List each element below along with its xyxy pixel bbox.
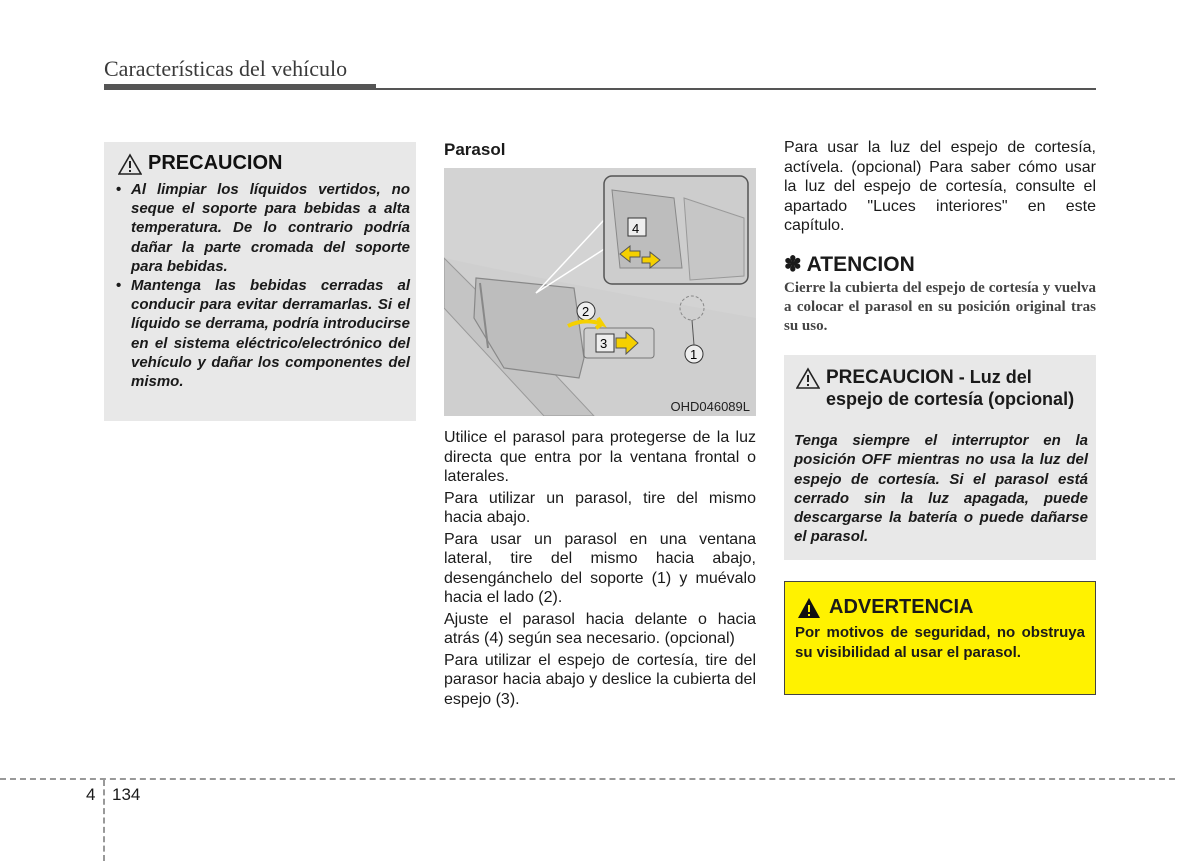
caution-title-sub: - Luz del espejo de cortesía (opcional) xyxy=(826,367,1075,409)
callout-2-label: 2 xyxy=(582,304,590,319)
caution-title: PRECAUCION xyxy=(148,152,283,174)
warning-triangle-icon xyxy=(118,153,142,175)
caution-box-left xyxy=(104,142,416,421)
caution-item: • Al limpiar los líquidos vertidos, no seque el soporte para bebidas a alta temperatura. De lo contrario podría dañar la parte cromada del soporte para bebidas. xyxy=(114,180,410,276)
atencion-body: Cierre la cubierta del espejo de cortesía y vuelva a colocar el parasol en su posición original tras su uso. xyxy=(784,280,1096,334)
section-heading-parasol: Parasol xyxy=(444,140,506,159)
caution-list xyxy=(114,180,410,391)
callout-4-label: 4 xyxy=(632,221,640,236)
parasol-drawing xyxy=(444,168,756,416)
warning-triangle-filled-icon xyxy=(797,597,821,619)
parasol-illustration xyxy=(444,168,756,416)
parasol-text xyxy=(444,428,756,711)
caution-body: Tenga siempre el interruptor en la posición OFF mientras no usa la luz del espejo de cortesía. Si el parasol está cerrado sin la luz apagada, puede descargarse la batería o puede dañarse el parasol. xyxy=(794,432,1088,546)
callout-3-label: 3 xyxy=(600,336,608,351)
caution-item: • Mantenga las bebidas cerradas al conducir para evitar derramarlas. Si el líquido se derrama, podría introducirse en el sistema eléctrico/electrónico del vehículo y dañar los componentes del mismo. xyxy=(114,276,410,391)
warning-body: Por motivos de seguridad, no obstruya su visibilidad al usar el parasol. xyxy=(795,624,1085,661)
warning-triangle-icon xyxy=(796,367,820,389)
atencion-title: ✽ ATENCION xyxy=(784,253,915,276)
caution-title-main: PRECAUCION xyxy=(826,367,954,388)
paragraph: Ajuste el parasol hacia delante o hacia atrás (4) según sea necesario. (opcional) xyxy=(444,610,756,647)
paragraph: Utilice el parasol para protegerse de la luz directa que entra por la ventana frontal o laterales. xyxy=(444,429,756,485)
paragraph: Para utilizar el espejo de cortesía, tire del parasor hacia abajo y deslice la cubierta del espejo (3). xyxy=(444,651,756,708)
callout-1-label: 1 xyxy=(690,347,698,362)
caution-header xyxy=(118,152,282,175)
mirror-light-text: Para usar la luz del espejo de cortesía, actívela. (opcional) Para saber cómo usar la luz del espejo de cortesía, consulte el apartado "Luces interiores" en este capítulo. xyxy=(784,139,1096,234)
caution-title xyxy=(826,367,1076,409)
footer-divider xyxy=(0,778,1175,780)
paragraph: Para utilizar un parasol, tire del mismo hacia abajo. xyxy=(444,489,756,526)
warning-title: ADVERTENCIA xyxy=(829,596,974,618)
paragraph: Para usar un parasol en una ventana lateral, tire del mismo hacia abajo, desengánchelo del soporte (1) y muévalo hacia el lado (2). xyxy=(444,530,756,606)
warning-header xyxy=(797,596,973,619)
caution-box-right xyxy=(784,355,1096,560)
header-rule-thick xyxy=(104,84,376,90)
chapter-number: 4 xyxy=(86,785,96,804)
page-number: 134 xyxy=(112,785,141,804)
page-header-title: Características del vehículo xyxy=(104,56,348,81)
caution-header xyxy=(796,367,1076,409)
illustration-code: OHD046089L xyxy=(670,399,750,414)
header-rule-thin xyxy=(376,88,1096,90)
warning-box xyxy=(784,581,1096,695)
footer-divider-vertical xyxy=(103,780,105,861)
